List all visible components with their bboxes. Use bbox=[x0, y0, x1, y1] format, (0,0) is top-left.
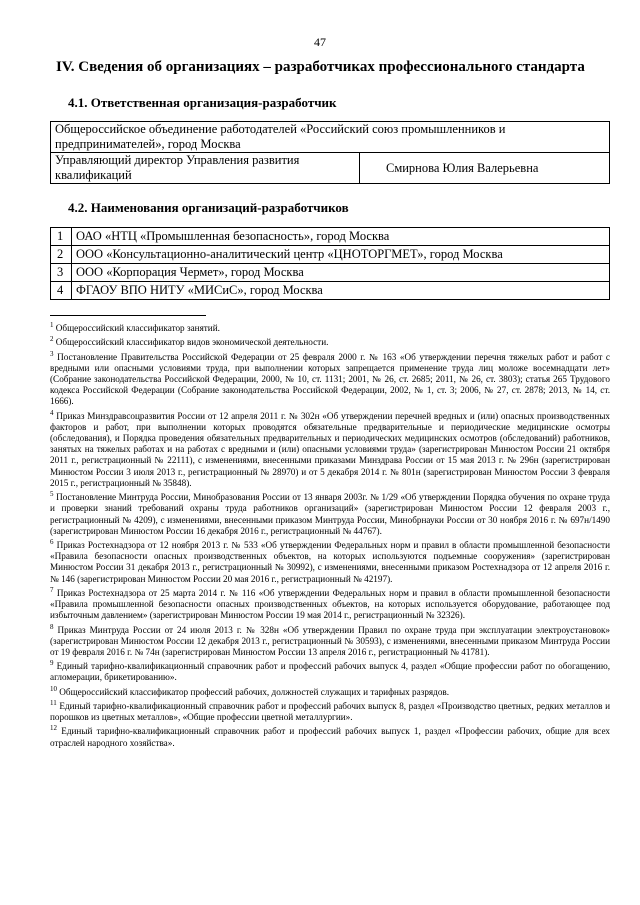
footnote-number: 10 bbox=[50, 684, 57, 693]
table-row bbox=[51, 264, 610, 282]
footnote bbox=[50, 349, 610, 408]
footnote-text: Общероссийский классификатор видов экономической деятельности. bbox=[55, 337, 329, 348]
org-name: ОАО «НТЦ «Промышленная безопасность», город Москва bbox=[72, 228, 610, 246]
table-row bbox=[51, 282, 610, 300]
page-number: 47 bbox=[314, 35, 326, 49]
footnote-text: Приказ Минтруда России от 24 июля 2013 г. № 328н «Об утверждении Правил по охране труда при эксплуатации электроустановок» (зарегистрирован Минюстом России 12 декабря 2013 г., регистрационный № 30593), с изменениями, внесенными приказом Минтруда России от 19 февраля 2016 г. № 74н (зарегистрирован Минюстом России 13 апреля 2016 г., регистрационный № 41781). bbox=[50, 624, 611, 657]
row-number: 3 bbox=[51, 264, 72, 282]
row-number: 1 bbox=[51, 228, 72, 246]
footnote-number: 11 bbox=[50, 698, 57, 707]
footnote bbox=[50, 320, 610, 334]
footnote bbox=[50, 723, 610, 748]
footnote-number: 3 bbox=[50, 349, 54, 358]
footnote-text: Общероссийский классификатор профессий рабочих, должностей служащих и тарифных разрядов. bbox=[59, 686, 450, 697]
footnote-text: Общероссийский классификатор занятий. bbox=[55, 323, 220, 334]
responsible-org-name: Общероссийское объединение работодателей «Российский союз промышленников и предпринимателей», город Москва bbox=[51, 122, 610, 153]
footnote-number: 2 bbox=[50, 335, 54, 344]
responsible-org-row bbox=[51, 122, 610, 153]
section-title: IV. Сведения об организациях – разработчиках профессионального стандарта bbox=[56, 59, 585, 75]
developer-orgs-heading: 4.2. Наименования организаций-разработчиков bbox=[68, 200, 349, 215]
footnote-number: 5 bbox=[50, 490, 54, 499]
footnote bbox=[50, 408, 610, 489]
footnotes bbox=[50, 320, 610, 749]
responsible-person-row bbox=[51, 153, 610, 184]
org-name: ФГАОУ ВПО НИТУ «МИСиС», город Москва bbox=[72, 282, 610, 300]
footnote-number: 7 bbox=[50, 585, 54, 594]
footnote-text: Постановление Минтруда России, Минобразования России от 13 января 2003г. № 1/29 «Об утверждении Порядка обучения по охране труда и проверки знаний требований охраны труда работников организаций» (зарегистрирован Минюстом России 12 февраля 2003 г., регистрационный № 4209), с изменениями, внесенными приказом Минтруда России, Минобрнауки России от 30 ноября 2016 г. № 697н/1490 (зарегистрирован Минюстом России 16 декабря 2016 г., регистрационный № 44767). bbox=[50, 492, 610, 536]
footnote-separator bbox=[50, 315, 206, 316]
table-row bbox=[51, 228, 610, 246]
footnote-number: 12 bbox=[50, 724, 57, 733]
footnote-text: Единый тарифно-квалификационный справочник работ и профессий рабочих выпуск 8, раздел «Производство цветных, редких металлов и порошков из цветных металлов», «Общие профессии цветной металлургии». bbox=[50, 700, 610, 723]
developer-orgs-table bbox=[50, 227, 610, 300]
footnote-text: Единый тарифно-квалификационный справочник работ и профессий рабочих выпуск 1, раздел «Профессии рабочих, общие для всех отраслей народного хозяйства». bbox=[50, 726, 611, 748]
footnote bbox=[50, 684, 610, 698]
footnote-text: Постановление Правительства Российской Федерации от 25 февраля 2000 г. № 163 «Об утверждении перечня тяжелых работ и работ с вредными или опасными условиями труда, при выполнении которых запрещается применение труда лиц моложе восемнадцати лет» (Собрание законодательства Российской Федерации, 2000, № 10, ст. 1131; 2001, № 26, ст. 2685; 2011, № 26, ст. 3803); статья 265 Трудового кодекса Российской Федерации (Собрание законодательства Российской Федерации, 2002, № 1, ст. 3; 2006, № 27, ст. 2878; 2013, № 14, ст. 1666). bbox=[50, 351, 610, 407]
responsible-person-name: Смирнова Юлия Валерьевна bbox=[360, 153, 610, 184]
responsible-org-table bbox=[50, 121, 610, 184]
footnote-number: 9 bbox=[50, 659, 54, 668]
footnote-number: 4 bbox=[50, 408, 54, 417]
footnote-text: Приказ Минздравсоцразвития России от 12 апреля 2011 г. № 302н «Об утверждении перечней вредных и (или) опасных производственных факторов и работ, при выполнении которых проводятся обязательные предварительные и периодические медицинские осмотры (обследования), и Порядка проведения обязательных предварительных и периодических медицинских осмотров (обследований) работников, занятых на тяжелых работах и на работах с вредными и (или) опасными условиями труда» (зарегистрирован Минюстом России 21 октября 2011 г., регистрационный № 22111), с изменениями, внесенными приказами Минздрава России от 15 мая 2013 г. № 296н (зарегистрирован Минюстом России 3 июля 2013 г., регистрационный № 28970) и от 5 декабря 2014 г. № 801н (зарегистрирован Минюстом России 3 февраля 2015 г., регистрационный № 35848). bbox=[50, 410, 610, 488]
footnote bbox=[50, 537, 610, 585]
footnote bbox=[50, 658, 610, 683]
org-name: ООО «Консультационно-аналитический центр «ЦНОТОРГМЕТ», город Москва bbox=[72, 246, 610, 264]
footnote bbox=[50, 334, 610, 348]
footnote-text: Единый тарифно-квалификационный справочник работ и профессий рабочих выпуск 4, раздел «Общие профессии работ по обогащению, агломерации, брикетированию». bbox=[50, 661, 611, 683]
footnote bbox=[50, 698, 610, 723]
footnote-number: 8 bbox=[50, 622, 54, 631]
footnote-text: Приказ Ростехнадзора от 12 ноября 2013 г. № 533 «Об утверждении Федеральных норм и правил в области промышленной безопасности «Правила безопасности опасных производственных объектов, на которых используются подъемные сооружения» (зарегистрирован Минюстом России 31 декабря 2013 г., регистрационный № 30992), с изменениями, внесенными приказом Ростехнадзора от 12 апреля 2016 г. № 146 (зарегистрирован Минюстом России 20 мая 2016 г., регистрационный № 42197). bbox=[50, 540, 610, 584]
responsible-position: Управляющий директор Управления развития квалификаций bbox=[51, 153, 360, 184]
footnote-number: 1 bbox=[50, 321, 54, 329]
org-name: ООО «Корпорация Чермет», город Москва bbox=[72, 264, 610, 282]
table-row bbox=[51, 246, 610, 264]
row-number: 2 bbox=[51, 246, 72, 264]
footnote bbox=[50, 585, 610, 622]
responsible-org-heading: 4.1. Ответственная организация-разработчик bbox=[68, 95, 337, 110]
footnote-number: 6 bbox=[50, 537, 54, 546]
footnote bbox=[50, 622, 610, 659]
footnote bbox=[50, 489, 610, 537]
footnote-text: Приказ Ростехнадзора от 25 марта 2014 г. № 116 «Об утверждении Федеральных норм и правил в области промышленной безопасности «Правила промышленной безопасности опасных производственных объектов, на которых используется оборудование, работающее под избыточным давлением» (зарегистрирован Минюстом России 19 мая 2014 г., регистрационный № 32326). bbox=[50, 587, 610, 621]
row-number: 4 bbox=[51, 282, 72, 300]
